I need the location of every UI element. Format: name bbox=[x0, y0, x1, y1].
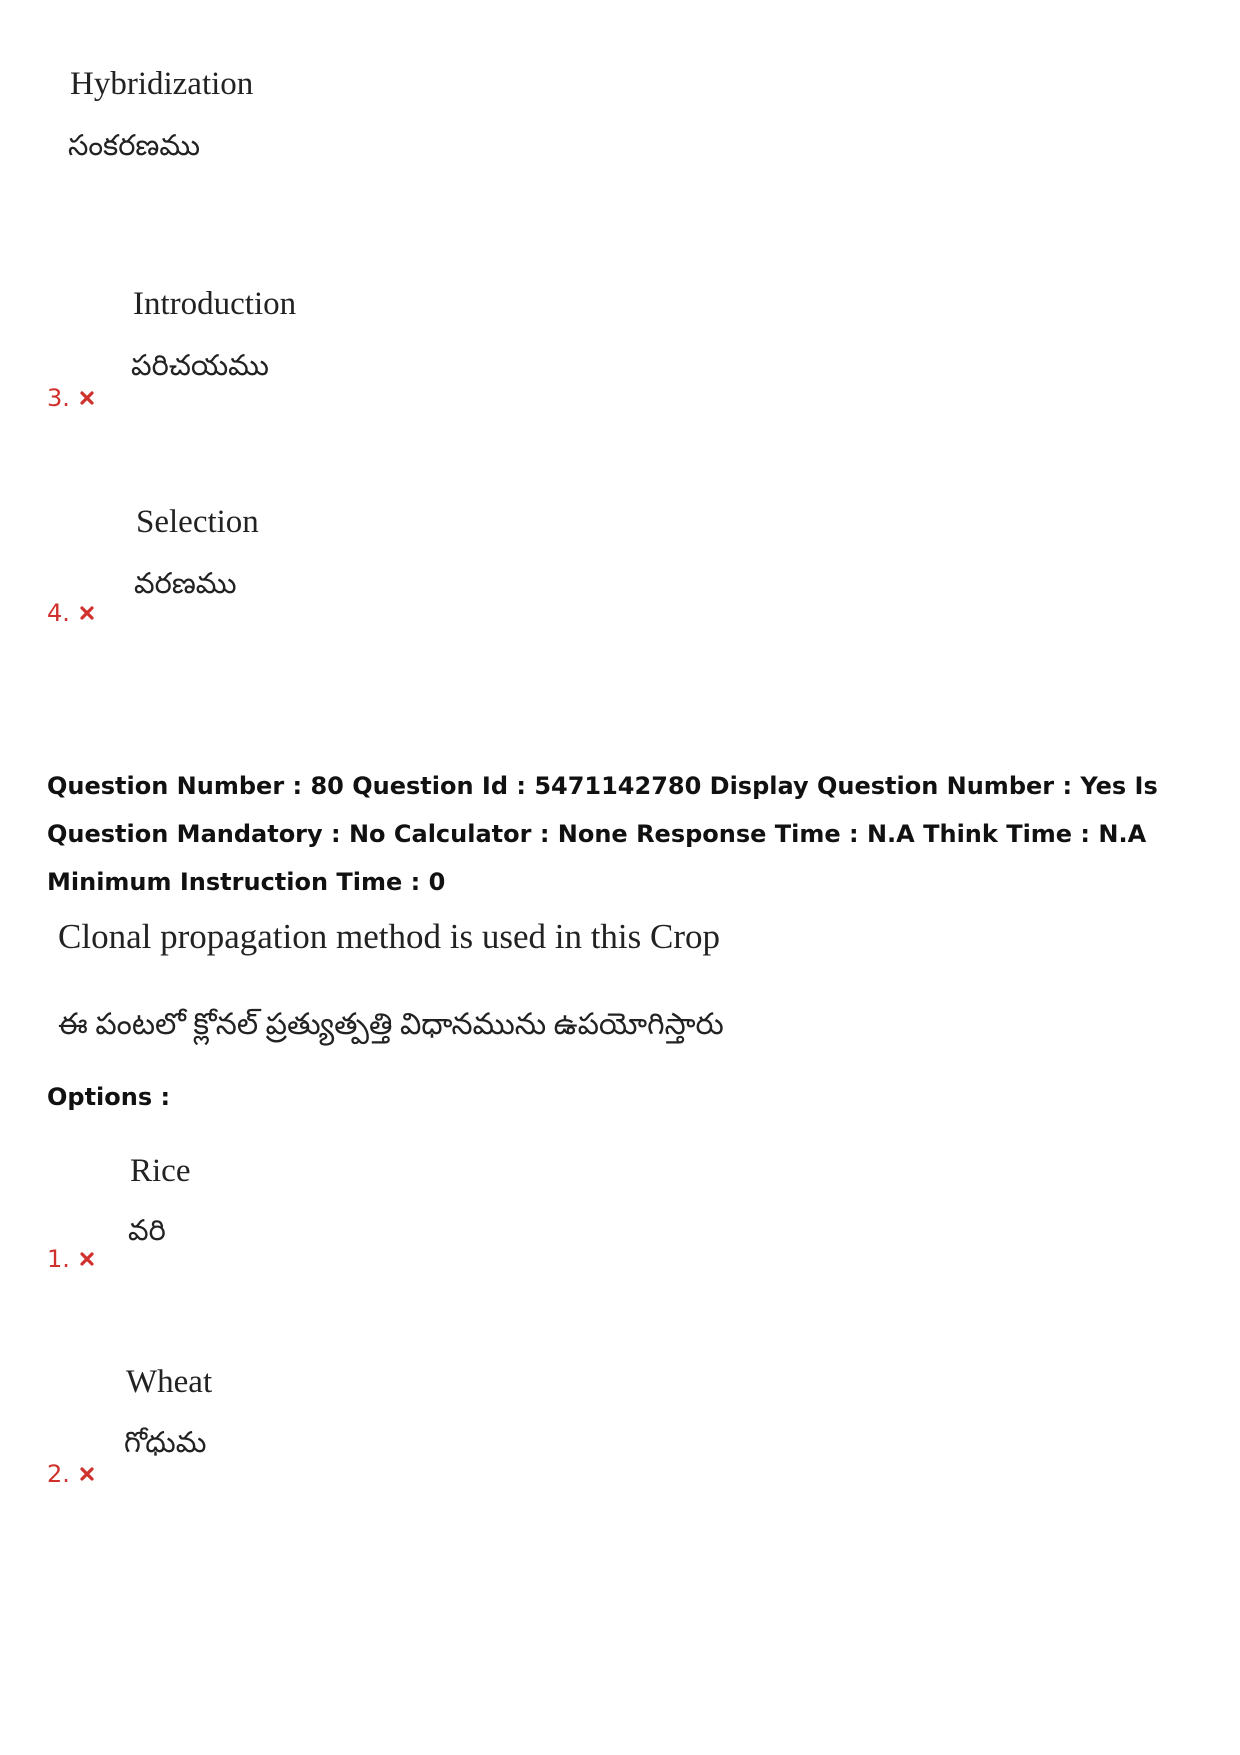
q80-option-2-number-label: 2. bbox=[47, 1460, 70, 1488]
option-2-english: Hybridization bbox=[70, 66, 254, 102]
q80-option-2-telugu: గోధుమ bbox=[124, 1427, 207, 1459]
option-2-telugu: సంకరణము bbox=[68, 130, 201, 162]
q80-option-2-english: Wheat bbox=[126, 1364, 213, 1400]
option-4-number-label: 4. bbox=[47, 599, 70, 627]
option-4-number bbox=[47, 599, 94, 627]
option-3-number bbox=[47, 384, 94, 412]
q80-option-1-number-label: 1. bbox=[47, 1245, 70, 1273]
option-3-number-label: 3. bbox=[47, 384, 70, 412]
q80-option-1-number bbox=[47, 1245, 94, 1273]
q80-option-1-english: Rice bbox=[130, 1153, 191, 1189]
question-text-telugu: ఈ పంటలో క్లోనల్ ప్రత్యుత్పత్తి విధానమును ఉపయోగిస్తారు bbox=[58, 1008, 724, 1041]
question-text-english: Clonal propagation method is used in this Crop bbox=[58, 917, 721, 956]
cross-icon bbox=[80, 1252, 94, 1266]
q80-option-2-number bbox=[47, 1460, 94, 1488]
option-4-english: Selection bbox=[136, 504, 259, 540]
option-4-telugu: వరణము bbox=[134, 568, 237, 600]
q80-option-1-telugu: వరి bbox=[128, 1215, 166, 1247]
cross-icon bbox=[80, 391, 94, 405]
question-meta: Question Number : 80 Question Id : 5471142780 Display Question Number : Yes Is Question Mandatory : No Calculator : None Response Time : N.A Think Time : N.A Minimum Instruction Time : 0 bbox=[47, 772, 1158, 896]
options-label: Options : bbox=[47, 1083, 171, 1111]
option-3-english: Introduction bbox=[133, 286, 297, 322]
cross-icon bbox=[80, 1467, 94, 1481]
option-3-telugu: పరిచయము bbox=[131, 350, 269, 382]
cross-icon bbox=[80, 606, 94, 620]
